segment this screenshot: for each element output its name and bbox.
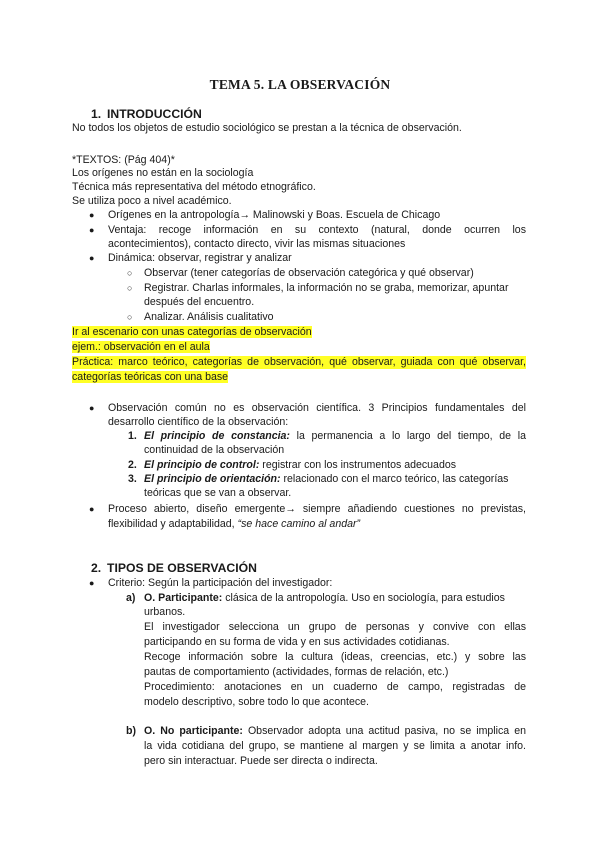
principle-item-continuation: teóricas que se van a observar.: [144, 487, 292, 499]
bullet-icon: ●: [89, 403, 95, 413]
type-item-no-participante: O. No participante: Observador adopta una actitud pasiva, no se implica en: [144, 725, 527, 737]
principle-item-continuation: continuidad de la observación: [144, 444, 285, 456]
bullet-icon: ●: [89, 253, 95, 263]
ordered-letter: b): [126, 725, 136, 737]
list-item: Orígenes en la antropología→ Malinowski y Boas. Escuela de Chicago: [108, 209, 441, 221]
highlighted-note: Ir al escenario con unas categorías de observación: [72, 326, 312, 338]
section-title: INTRODUCCIÓN: [107, 107, 202, 121]
principle-item: El principio de control: registrar con los instrumentos adecuados: [144, 459, 457, 471]
type-item-participante: O. Participante: clásica de la antropología. Uso en sociología, para estudios: [144, 592, 505, 604]
circle-bullet-icon: ○: [127, 312, 133, 322]
bullet-icon: ●: [89, 210, 95, 220]
sub-list-item: Observar (tener categorías de observación categórica y qué observar): [144, 267, 474, 279]
type-item-text: Procedimiento: anotaciones en un cuaderno de campo, registradas de: [144, 681, 526, 693]
ordered-letter: a): [126, 592, 136, 604]
intro-paragraph: No todos los objetos de estudio sociológico se prestan a la técnica de observación.: [72, 122, 462, 134]
list-item: Criterio: Según la participación del investigador:: [108, 577, 333, 589]
bullet-icon: ●: [89, 504, 95, 514]
text-line: Técnica más representativa del método etnográfico.: [72, 181, 316, 193]
list-item: Observación común no es observación científica. 3 Principios fundamentales del: [108, 402, 526, 414]
ordered-number: 1.: [128, 430, 137, 442]
bullet-icon: ●: [89, 578, 95, 588]
circle-bullet-icon: ○: [127, 268, 133, 278]
ordered-number: 2.: [128, 459, 137, 471]
highlighted-note: ejem.: observación en el aula: [72, 341, 210, 353]
type-item-text: pautas de comportamiento (actividades, formas de relación, etc.): [144, 666, 449, 678]
type-item-text: la vida cotidiana del grupo, se mantiene al margen y se limita a anotar info.: [144, 740, 526, 752]
highlighted-note: categorías teóricas con una base: [72, 371, 229, 383]
principle-item: El principio de constancia: la permanencia a lo largo del tiempo, de la: [144, 430, 526, 442]
highlighted-note: Práctica: marco teórico, categorías de observación, qué observar, guiada con qué observar,: [72, 356, 526, 368]
list-item-continuation: desarrollo científico de la observación:: [108, 416, 289, 428]
list-item: Ventaja: recoge información en su contexto (natural, donde ocurren los: [108, 224, 526, 236]
type-item-text: pero sin interactuar. Puede ser directa o indirecta.: [144, 755, 378, 767]
section-number: 2.: [91, 561, 102, 575]
bullet-icon: ●: [89, 225, 95, 235]
type-item-text: modelo descriptivo, sobre todo lo que acontece.: [144, 696, 369, 708]
type-item-text: participando en su forma de vida y en sus actividades cotidianas.: [144, 636, 450, 648]
circle-bullet-icon: ○: [127, 283, 133, 293]
text-line: Los orígenes no están en la sociología: [72, 167, 254, 179]
sub-list-item: Registrar. Charlas informales, la información no se graba, memorizar, apuntar: [144, 282, 509, 294]
list-item: Proceso abierto, diseño emergente→ siempre añadiendo cuestiones no previstas,: [108, 503, 526, 515]
text-line: Se utiliza poco a nivel académico.: [72, 195, 232, 207]
type-item-text: Recoge información sobre la cultura (ideas, creencias, etc.) y sobre las: [144, 651, 526, 663]
section-title: TIPOS DE OBSERVACIÓN: [107, 561, 257, 575]
textos-reference: *TEXTOS: (Pág 404)*: [72, 154, 175, 166]
page-title: TEMA 5. LA OBSERVACIÓN: [209, 77, 391, 92]
type-item-text: El investigador selecciona un grupo de personas y convive con ellas: [144, 621, 526, 633]
type-item-text: urbanos.: [144, 606, 186, 618]
sub-list-item-continuation: después del encuentro.: [144, 296, 255, 308]
sub-list-item: Analizar. Análisis cualitativo: [144, 311, 274, 323]
section-number: 1.: [91, 107, 102, 121]
principle-item: El principio de orientación: relacionado con el marco teórico, las categorías: [144, 473, 509, 485]
list-item-continuation: flexibilidad y adaptabilidad, “se hace camino al andar”: [108, 518, 361, 530]
list-item-continuation: acontecimientos), contacto directo, vivir las mismas situaciones: [108, 238, 406, 250]
ordered-number: 3.: [128, 473, 137, 485]
list-item: Dinámica: observar, registrar y analizar: [108, 252, 292, 264]
